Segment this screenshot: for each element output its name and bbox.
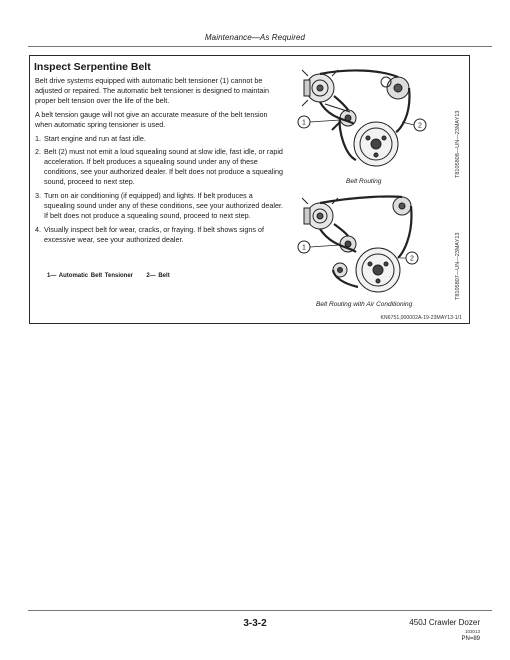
step-text: Belt (2) must not emit a loud squealing sound at slow idle, fast idle, or rapid acceleration. If belt produces a squealing sound under any of these conditions, see your authorized dealer. If belt does not produce a squealing sound, proceed to next step. xyxy=(44,147,283,187)
header-divider xyxy=(28,46,492,47)
callout-1-label: 1 xyxy=(302,119,306,127)
step-text: Visually inspect belt for wear, cracks, or fraying. If belt shows signs of excessive wear, see your authorized dealer. xyxy=(44,224,264,244)
figure-legend: 1— Automatic Belt Tensioner 2— Belt xyxy=(47,273,170,279)
callout-2-label: 2 xyxy=(418,122,422,130)
callout-1-label: 1 xyxy=(302,244,306,252)
section-title: Inspect Serpentine Belt xyxy=(34,61,151,73)
intro-paragraph: Belt drive systems equipped with automatic belt tensioner (1) cannot be adjusted or repaired. The automatic belt tensioner is designed to maintain proper belt tension over the life of the belt. xyxy=(35,76,270,105)
step-list xyxy=(35,134,283,245)
step-item xyxy=(35,191,283,221)
step-number: 4. xyxy=(35,224,41,234)
page-header: Maintenance—As Required xyxy=(204,33,306,42)
step-number: 1. xyxy=(35,133,41,143)
alternator-drawing xyxy=(302,70,338,106)
pn-code: PN=89 xyxy=(461,636,480,642)
step-item xyxy=(35,147,283,187)
belt-routing-figure xyxy=(290,60,450,175)
step-item xyxy=(35,225,283,245)
document-reference: KN6751,000002A-19-23MAY13-1/1 xyxy=(380,315,462,321)
gauge-paragraph: A belt tension gauge will not give an accurate measure of the belt tension when automatic spring tensioner is used. xyxy=(35,109,268,129)
step-item xyxy=(35,134,283,144)
step-text: Start engine and run at fast idle. xyxy=(44,133,146,143)
revision-code: 103013 xyxy=(464,629,480,634)
belt-routing-illustration xyxy=(290,60,440,175)
callout-2-label: 2 xyxy=(410,255,414,263)
product-name: 450J Crawler Dozer xyxy=(409,618,480,627)
page-number: 3-3-2 xyxy=(243,618,267,629)
footer-divider xyxy=(28,610,492,611)
figure-code: T8105808—UN—23MAY13 xyxy=(455,110,461,178)
step-text: Turn on air conditioning (if equipped) and lights. If belt produces a squealing sound under any of these conditions, see your authorized dealer. If belt does not produce a squealing sound, proceed to next step. xyxy=(44,191,283,220)
callout-1 xyxy=(298,116,340,128)
figure-caption: Belt Routing xyxy=(346,178,382,185)
instruction-text xyxy=(35,76,283,249)
step-number: 3. xyxy=(35,191,41,201)
belt-routing-ac-illustration xyxy=(290,192,440,300)
figure-caption: Belt Routing with Air Conditioning xyxy=(316,301,413,308)
figure-code: T8105807—UN—23MAY13 xyxy=(455,232,461,300)
belt-routing-ac-figure xyxy=(290,192,450,300)
step-number: 2. xyxy=(35,147,41,157)
